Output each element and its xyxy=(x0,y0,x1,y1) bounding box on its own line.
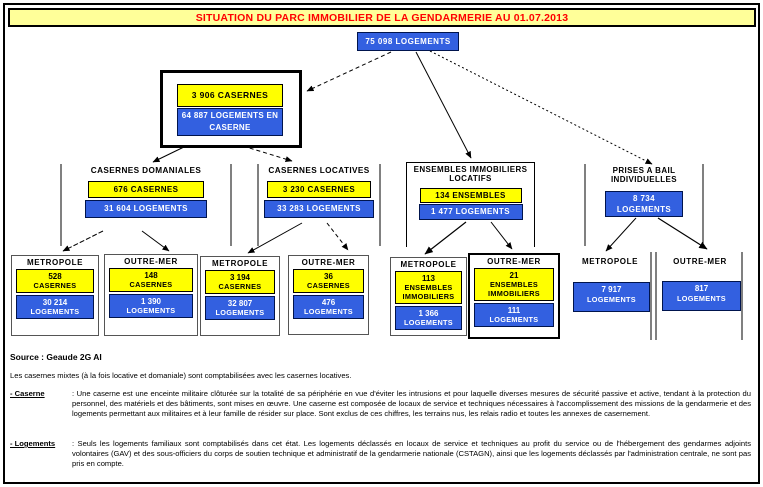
casernes-summary-box xyxy=(160,70,302,148)
group-count-box: 134 ENSEMBLES xyxy=(420,188,522,203)
definition-term: - Caserne xyxy=(10,389,45,398)
sub-count-box xyxy=(395,271,462,304)
sub-count-value: 148 xyxy=(144,271,158,280)
sub-log-value: 1 366 xyxy=(418,309,439,318)
group-logements-box: 1 477 LOGEMENTS xyxy=(419,204,523,220)
definition-caserne xyxy=(10,389,751,419)
definition-text: : Seuls les logements familiaux sont comptabilisés dans cet état. Les logements déclassés en locaux de service et techniques au profit du service ou de l'hébergement des gendarmes adjoints volontaires (GAV) et des sous-officiers du corps de soutien technique et administratif de la gendarmerie nationale (CSTAGN), ainsi que les logements déclassés par l'administration centrale, ne sont pas pris en compte. xyxy=(72,439,751,468)
sub-log-unit: LOGEMENTS xyxy=(677,294,726,303)
locatives-metropole-box xyxy=(200,256,280,336)
locatives-outremer-box xyxy=(288,255,369,335)
sub-count-unit: ENSEMBLES IMMOBILIERS xyxy=(488,280,540,298)
sub-count-box xyxy=(109,268,193,292)
sub-count-box xyxy=(16,269,94,293)
sub-log-value: 1 390 xyxy=(140,297,162,306)
sub-log-unit: LOGEMENTS xyxy=(489,315,539,324)
sub-count-box xyxy=(205,270,275,294)
sub-log-value: 32 807 xyxy=(227,299,253,308)
group-logements-box: 33 283 LOGEMENTS xyxy=(264,200,374,218)
sub-logements-box xyxy=(16,295,94,319)
group-ensembles-immobiliers xyxy=(406,162,535,247)
sub-count-value: 36 xyxy=(324,272,333,281)
casernes-logements-box: 64 887 LOGEMENTS EN CASERNE xyxy=(177,108,283,136)
sub-log-value: 7 917 xyxy=(601,285,622,294)
mixed-casernes-note: Les casernes mixtes (à la fois locative et domaniale) sont comptabilisées avec les casernes locatives. xyxy=(10,371,352,380)
group-header: ENSEMBLES IMMOBILIERS LOCATIFS xyxy=(413,165,528,183)
sub-count-box xyxy=(474,268,554,301)
sub-log-unit: LOGEMENTS xyxy=(126,306,176,315)
definition-text: : Une caserne est une enceinte militaire clôturée sur la totalité de sa périphérie en vue d'éviter les intrusions et pour laquelle diverses mesures de sécurité passive et active, tendant à la protection du personnel, des matériels et des bâtiments, sont mises en œuvre. Une caserne est composée de locaux de service et techniques nécessaires à l'accomplissement des missions de la gendarmerie et des logements permettant aux militaires et à leur famille de résider sur place. Sont exclus de ces chiffres, les terrains nus, les relais radio et toutes les annexes de casernement. xyxy=(72,389,751,418)
sub-label: METROPOLE xyxy=(26,258,84,267)
group-count-box: 3 230 CASERNES xyxy=(267,181,371,198)
sub-log-value: 476 xyxy=(321,298,336,307)
sub-count-value: 21 xyxy=(509,271,519,280)
group-logements-box: 8 734 LOGEMENTS xyxy=(605,191,683,217)
sub-logements-box xyxy=(474,303,554,327)
sub-count-unit: CASERNES xyxy=(33,281,77,290)
prises-outremer-logements-box xyxy=(662,281,741,311)
casernes-count-box: 3 906 CASERNES xyxy=(177,84,283,107)
group-count-box: 676 CASERNES xyxy=(88,181,204,198)
sub-log-value: 111 xyxy=(507,306,521,315)
domaniales-outremer-box xyxy=(104,254,198,336)
prises-metropole-label: METROPOLE xyxy=(581,257,639,266)
definition-term: - Logements xyxy=(10,439,56,448)
sub-count-value: 528 xyxy=(48,272,62,281)
ensembles-outremer-box xyxy=(468,253,560,339)
sub-log-value: 817 xyxy=(694,284,709,293)
sub-log-value: 30 214 xyxy=(42,298,68,307)
sub-count-unit: CASERNES xyxy=(307,281,350,290)
sub-count-box xyxy=(293,269,364,293)
sub-logements-box xyxy=(205,296,275,320)
definition-logements xyxy=(10,439,751,469)
sub-label: OUTRE-MER xyxy=(124,257,178,266)
sub-label: METROPOLE xyxy=(211,259,269,268)
sub-label: OUTRE-MER xyxy=(487,257,541,266)
group-header: PRISES A BAIL INDIVIDUELLES xyxy=(610,166,678,184)
sub-count-unit: CASERNES xyxy=(218,282,262,291)
group-prises-a-bail xyxy=(585,164,703,246)
group-header: CASERNES DOMANIALES xyxy=(90,166,202,175)
sub-count-unit: CASERNES xyxy=(129,280,173,289)
group-header: CASERNES LOCATIVES xyxy=(268,166,370,175)
sub-log-unit: LOGEMENTS xyxy=(304,307,353,316)
group-casernes-locatives xyxy=(258,164,380,246)
total-logements-box: 75 098 LOGEMENTS xyxy=(357,32,459,51)
prises-outremer-label: OUTRE-MER xyxy=(673,257,727,266)
sub-log-unit: LOGEMENTS xyxy=(587,295,636,304)
domaniales-metropole-box xyxy=(11,255,99,336)
sub-label: OUTRE-MER xyxy=(301,258,356,267)
sub-log-unit: LOGEMENTS xyxy=(215,308,265,317)
title-banner xyxy=(8,8,756,27)
sub-count-value: 113 xyxy=(422,274,435,283)
sub-logements-box xyxy=(395,306,462,330)
group-logements-box: 31 604 LOGEMENTS xyxy=(85,200,207,218)
sub-logements-box xyxy=(109,294,193,318)
page-title: SITUATION DU PARC IMMOBILIER DE LA GENDARMERIE AU 01.07.2013 xyxy=(195,11,569,24)
sub-log-unit: LOGEMENTS xyxy=(30,307,80,316)
group-casernes-domaniales xyxy=(60,164,232,246)
sub-count-value: 3 194 xyxy=(229,273,251,282)
sub-log-unit: LOGEMENTS xyxy=(404,318,453,327)
ensembles-metropole-box xyxy=(390,257,467,336)
sub-logements-box xyxy=(293,295,364,319)
source-line: Source : Geaude 2G AI xyxy=(10,352,102,362)
sub-count-unit: ENSEMBLES IMMOBILIERS xyxy=(402,283,455,301)
prises-metropole-logements-box xyxy=(573,282,650,312)
sub-label: METROPOLE xyxy=(400,260,457,269)
